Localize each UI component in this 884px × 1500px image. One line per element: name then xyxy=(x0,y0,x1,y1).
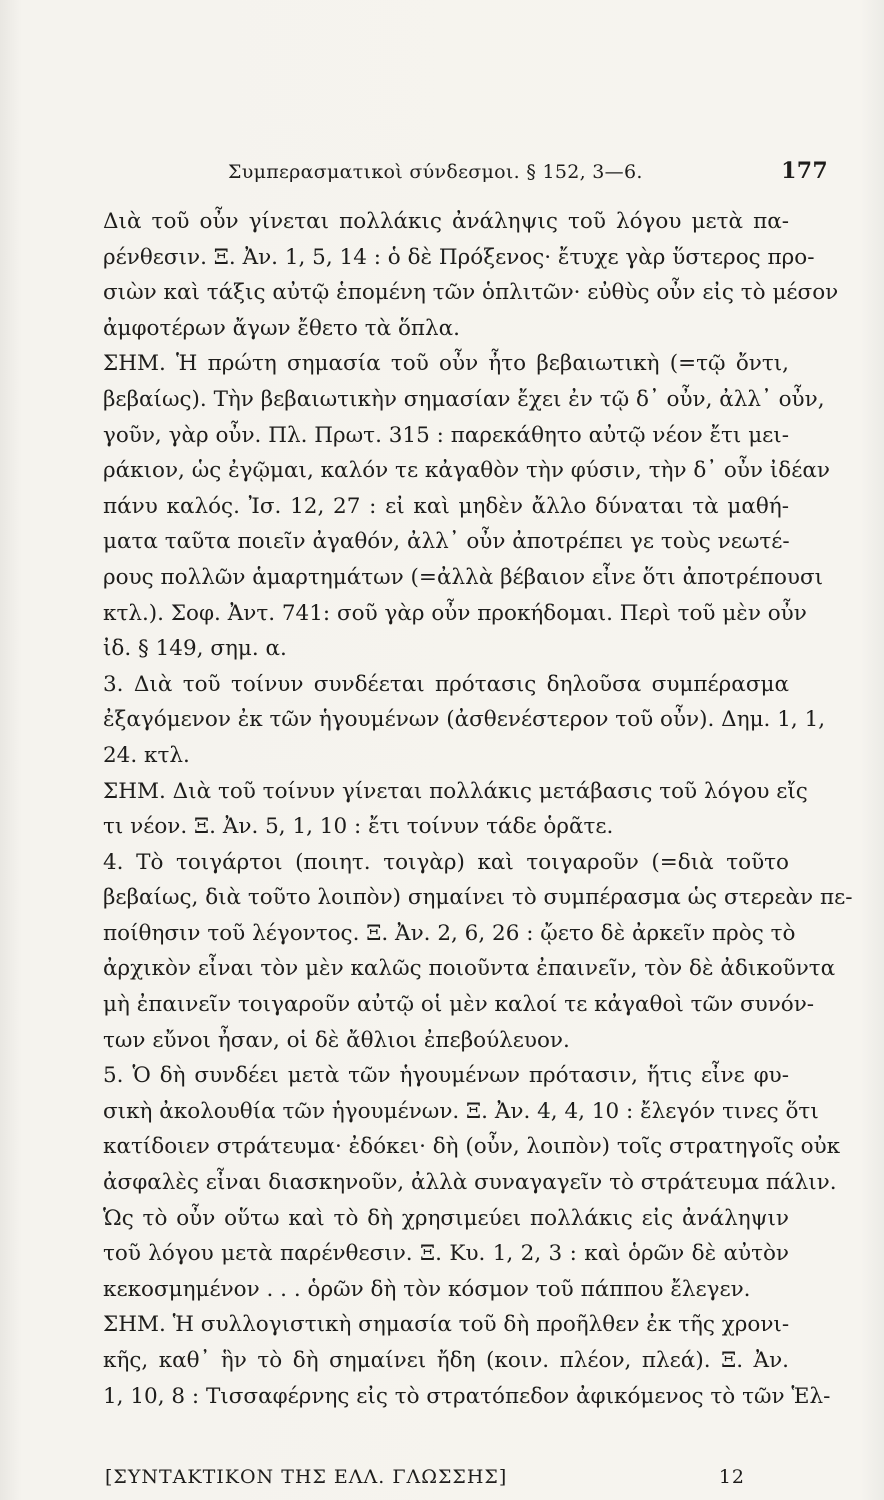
text-line: Διὰ τοῦ οὖν γίνεται πολλάκις ἀνάληψις τοῦ λόγου μετὰ πα- xyxy=(103,209,789,234)
text-line: τι νέον. Ξ. Ἀν. 5, 1, 10 : ἔτι τοίνυν τάδε ὁρᾶτε. xyxy=(103,814,614,840)
text-line: σιὼν καὶ τάξις αὐτῷ ἑπομένη τῶν ὁπλιτῶν· εὐθὺς οὖν εἰς τὸ μέσον xyxy=(103,280,839,306)
text-line: ράκιον, ὡς ἐγῷμαι, καλόν τε κἀγαθὸν τὴν φύσιν, τὴν δ᾽ οὖν ἰδέαν xyxy=(103,458,830,484)
paragraph xyxy=(103,845,853,1059)
text-line: πάνυ καλός. Ἰσ. 12, 27 : εἰ καὶ μηδὲν ἄλλο δύναται τὰ μαθή- xyxy=(103,493,789,519)
signature-mark: [ΣΥΝΤΑΚΤΙΚΟΝ ΤΗΣ ΕΛΛ. ΓΛΩΣΣΗΣ] xyxy=(105,1466,508,1488)
page-footer xyxy=(105,1466,745,1488)
text-line: γοῦν, γὰρ οὖν. Πλ. Πρωτ. 315 : παρεκάθητο αὐτῷ νέον ἔτι μει- xyxy=(103,422,789,448)
text-line: ἀσφαλὲς εἶναι διασκηνοῦν, ἀλλὰ συναγαγεῖν τὸ στράτευμα πάλιν. xyxy=(103,1170,837,1196)
text-line: ΣΗΜ. Ἡ συλλογιστικὴ σημασία τοῦ δὴ προῆλθεν ἐκ τῆς χρονι- xyxy=(103,1312,790,1338)
paragraph xyxy=(103,204,839,346)
text-line: σικὴ ἀκολουθία τῶν ἡγουμένων. Ξ. Ἀν. 4, 4, 10 : ἔλεγόν τινες ὅτι xyxy=(103,1098,819,1124)
text-line: ρένθεσιν. Ξ. Ἀν. 1, 5, 14 : ὁ δὲ Πρόξενος· ἔτυχε γὰρ ὕστερος προ- xyxy=(103,244,815,270)
text-line: 24. κτλ. xyxy=(103,742,190,768)
text-line: 1, 10, 8 : Τισσαφέρνης εἰς τὸ στρατόπεδον ἀφικόμενος τὸ τῶν Ἑλ- xyxy=(103,1383,831,1409)
text-line: μὴ ἐπαινεῖν τοιγαροῦν αὐτῷ οἱ μὲν καλοί τε κἀγαθοὶ τῶν συνόν- xyxy=(103,992,815,1018)
paragraph xyxy=(103,1307,831,1414)
page-number: 177 xyxy=(781,158,828,184)
text-line: τοῦ λόγου μετὰ παρένθεσιν. Ξ. Κυ. 1, 2, 3 : καὶ ὁρῶν δὲ αὐτὸν xyxy=(103,1241,789,1267)
text-line: κεκοσμημένον . . . ὁρῶν δὴ τὸν κόσμον τοῦ πάππου ἔλεγεν. xyxy=(103,1276,751,1302)
paragraph xyxy=(103,667,826,774)
text-line: 5. Ὁ δὴ συνδέει μετὰ τῶν ἡγουμένων πρότασιν, ἥτις εἶνε φυ- xyxy=(103,1063,789,1089)
paragraph xyxy=(103,346,830,666)
running-title: Συμπερασματικοὶ σύνδεσμοι. § 152, 3—6. xyxy=(228,161,643,183)
text-line: ποίθησιν τοῦ λέγοντος. Ξ. Ἀν. 2, 6, 26 : ᾤετο δὲ ἀρκεῖν πρὸς τὸ xyxy=(103,920,796,946)
text-line: ΣΗΜ. Διὰ τοῦ τοίνυν γίνεται πολλάκις μετάβασις τοῦ λόγου εἴς xyxy=(103,778,808,804)
text-line: ρους πολλῶν ἁμαρτημάτων (=ἀλλὰ βέβαιον εἶνε ὅτι ἀποτρέπουσι xyxy=(103,564,824,590)
text-line: Ὡς τὸ οὖν οὕτω καὶ τὸ δὴ χρησιμεύει πολλάκις εἰς ἀνάληψιν xyxy=(103,1205,789,1231)
text-line: ἐξαγόμενον ἐκ τῶν ἡγουμένων (ἀσθενέστερον τοῦ οὖν). Δημ. 1, 1, xyxy=(103,707,826,733)
text-line: 4. Τὸ τοιγάρτοι (ποιητ. τοιγὰρ) καὶ τοιγαροῦν (=διὰ τοῦτο xyxy=(103,849,789,875)
text-line: ἀρχικὸν εἶναι τὸν μὲν καλῶς ποιοῦντα ἐπαινεῖν, τὸν δὲ ἀδικοῦντα xyxy=(103,956,836,982)
text-line: ΣΗΜ. Ἡ πρώτη σημασία τοῦ οὖν ἦτο βεβαιωτικὴ (=τῷ ὄντι, xyxy=(103,351,789,377)
paragraph xyxy=(103,1058,841,1200)
text-line: των εὔνοι ἦσαν, οἱ δὲ ἄθλιοι ἐπεβούλευον. xyxy=(103,1027,570,1053)
text-line: κτλ.). Σοφ. Ἀντ. 741: σοῦ γὰρ οὖν προκήδομαι. Περὶ τοῦ μὲν οὖν xyxy=(103,600,807,626)
text-line: κῆς, καθ᾽ ἣν τὸ δὴ σημαίνει ἤδη (κοιν. πλέον, πλεά). Ξ. Ἀν. xyxy=(103,1348,789,1373)
sheet-number: 12 xyxy=(718,1466,745,1488)
text-line: βεβαίως). Τὴν βεβαιωτικὴν σημασίαν ἔχει ἐν τῷ δ᾽ οὖν, ἀλλ᾽ οὖν, xyxy=(103,386,825,412)
paragraph xyxy=(103,1201,789,1308)
text-line: 3. Διὰ τοῦ τοίνυν συνδέεται πρότασις δηλοῦσα συμπέρασμα xyxy=(103,671,789,697)
text-line: ἀμφοτέρων ἄγων ἔθετο τὰ ὅπλα. xyxy=(103,315,460,341)
text-line: βεβαίως, διὰ τοῦτο λοιπὸν) σημαίνει τὸ συμπέρασμα ὡς στερεὰν πε- xyxy=(103,885,853,911)
text-line: ματα ταῦτα ποιεῖν ἀγαθόν, ἀλλ᾽ οὖν ἀποτρέπει γε τοὺς νεωτέ- xyxy=(103,529,790,555)
text-line: ἰδ. § 149, σημ. α. xyxy=(103,636,287,662)
page-body-text xyxy=(103,204,853,1414)
running-header xyxy=(228,158,828,184)
text-line: κατίδοιεν στράτευμα· ἐδόκει· δὴ (οὖν, λοιπὸν) τοῖς στρατηγοῖς οὐκ xyxy=(103,1134,841,1160)
paragraph xyxy=(103,774,808,845)
